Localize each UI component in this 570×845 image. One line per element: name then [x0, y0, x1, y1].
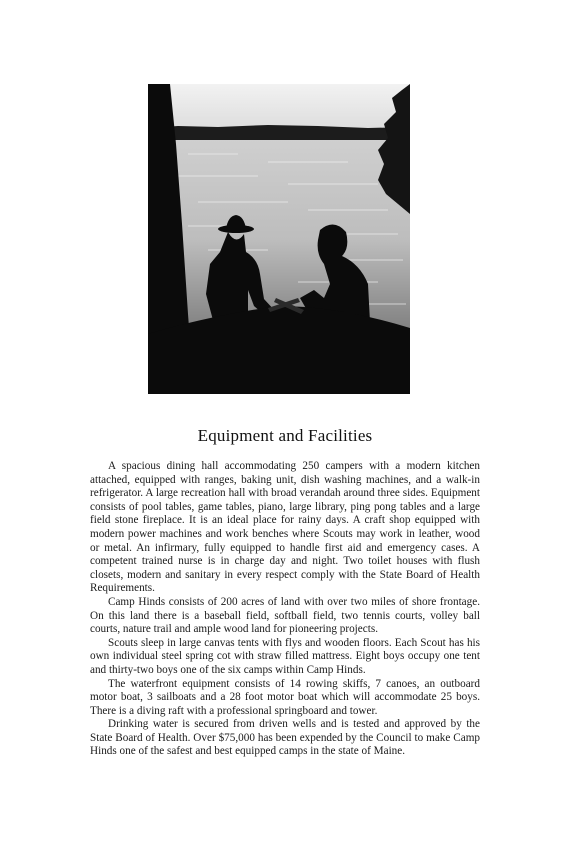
silhouette-photo-icon	[148, 84, 410, 394]
paragraph-facilities: A spacious dining hall accommodating 250 campers with a modern kitchen attached, equipped with ranges, baking unit, dish washing machines, and a walk-in refrigerator. A large recreation hall with broad verandah around three sides. Equipment consists of pool tables, game tables, piano, large library, ping pong tables and a large field stone fireplace. It is an ideal place for rainy days. A craft shop equipped with modern power machines and work benches where Scouts may work in leather, wood or metal. An infirmary, fully equipped to handle first aid and emergency cases. A competent trained nurse is in charge day and night. Two toilet houses with flush closets, modern and sanitary in every respect comply with the State Board of Health Requirements.	[90, 460, 480, 595]
paragraph-land: Camp Hinds consists of 200 acres of land with over two miles of shore frontage. On this land there is a baseball field, softball field, two tennis courts, volley ball courts, nature trail and ample wood land for pioneering projects.	[90, 595, 480, 636]
paragraph-tents: Scouts sleep in large canvas tents with flys and wooden floors. Each Scout has his own individual steel spring cot with straw filled mattress. Eight boys occupy one tent and thirty-two boys one of the six camps within Camp Hinds.	[90, 636, 480, 676]
paragraph-drinking-water: Drinking water is secured from driven wells and is tested and approved by the State Board of Health. Over $75,000 has been expended by the Council to make Camp Hinds one of the safest and best equipped camps in the state of Maine.	[90, 718, 480, 758]
section-body	[90, 460, 480, 759]
sky	[148, 84, 410, 132]
scouts-silhouette-photo	[148, 84, 410, 394]
section-heading: Equipment and Facilities	[197, 426, 373, 445]
paragraph-waterfront: The waterfront equipment consists of 14 rowing skiffs, 7 canoes, an outboard motor boat, 3 sailboats and a 28 foot motor boat which will accommodate 25 boys. There is a diving raft with a professional springboard and tower.	[90, 677, 480, 717]
